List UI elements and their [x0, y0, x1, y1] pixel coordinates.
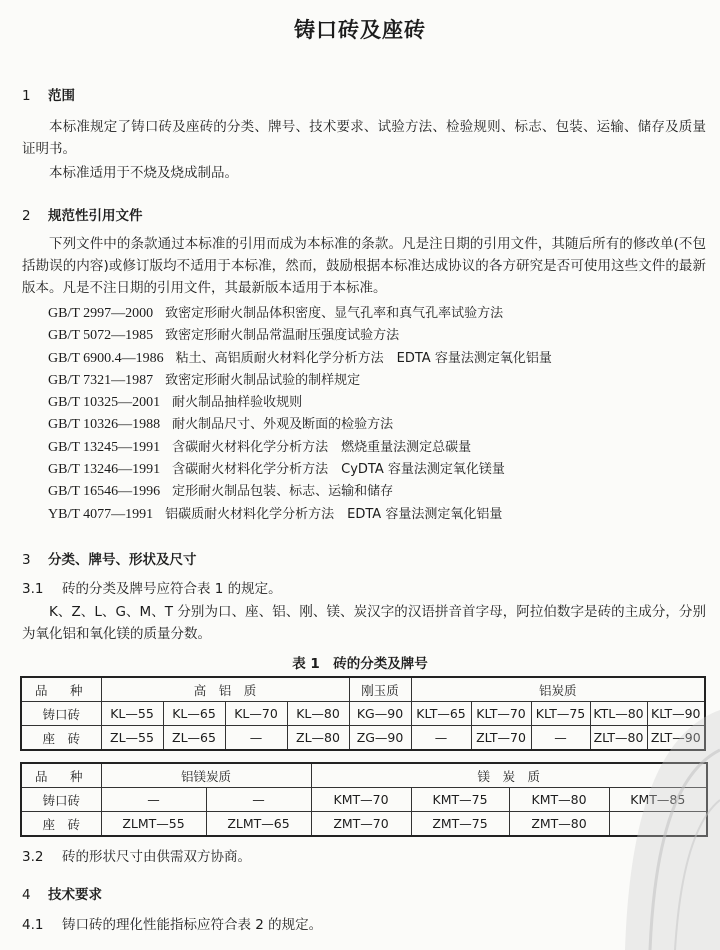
section-number: 1: [22, 88, 31, 104]
section-2-para-1: 下列文件中的条款通过本标准的引用而成为本标准的条款。凡是注日期的引用文件，其随后所有的修改单(不包括勘误的内容)或修订版均不适用于本标准，然而，鼓励根据本标准达成协议的各方研究是否可使用这些文件的最新版本。凡是不注日期的引用文件，其最新版本适用于本标准。: [22, 236, 706, 296]
reference-title: 含碳耐火材料化学分析方法 CyDTA 容量法测定氧化镁量: [172, 462, 505, 478]
table-header-row: [21, 677, 705, 702]
table-cell: KLT—75: [531, 702, 590, 726]
header-corundum: 刚玉质: [349, 677, 411, 702]
reference-code: GB/T 16546—1996: [48, 484, 161, 500]
table-1-lower: [20, 762, 708, 837]
table-1-caption: 表 1 砖的分类及牌号: [292, 656, 428, 672]
table-cell: [609, 812, 707, 837]
clause-3-2: [22, 846, 706, 868]
reference-item: [48, 348, 708, 370]
section-title: 分类、牌号、形状及尺寸: [48, 552, 197, 568]
table-cell: ZL—80: [287, 726, 349, 751]
table-cell: ZLT—70: [471, 726, 531, 751]
table-cell: KLT—65: [411, 702, 471, 726]
table-cell: KL—80: [287, 702, 349, 726]
clause-number: 3.2: [22, 849, 44, 865]
header-alumina-magnesia-carbon: 铝镁炭质: [101, 763, 311, 788]
reference-title: 铝碳质耐火材料化学分析方法 EDTA 容量法测定氧化铝量: [165, 506, 503, 522]
table-cell: KMT—80: [509, 788, 609, 812]
table-1-upper: [20, 676, 706, 751]
table-cell: ZMT—80: [509, 812, 609, 837]
table-cell: KLT—90: [647, 702, 705, 726]
reference-code: GB/T 6900.4—1986: [48, 350, 164, 366]
section-title: 技术要求: [48, 887, 102, 903]
reference-title: 耐火制品尺寸、外观及断面的检验方法: [172, 417, 394, 433]
row-label: 座 砖: [21, 812, 101, 837]
table-cell: KL—70: [225, 702, 287, 726]
reference-code: GB/T 7321—1987: [48, 372, 154, 388]
reference-title: 耐火制品抽样验收规则: [172, 395, 303, 411]
reference-item: [48, 370, 708, 392]
reference-code: GB/T 5072—1985: [48, 328, 154, 344]
reference-title: 定形耐火制品包装、标志、运输和储存: [172, 484, 394, 500]
header-variety: 品 种: [21, 763, 101, 788]
table-cell: —: [206, 788, 311, 812]
reference-code: GB/T 10325—2001: [48, 395, 161, 411]
table-cell: ZLMT—55: [101, 812, 206, 837]
table-cell: KL—55: [101, 702, 163, 726]
section-2-heading: [22, 204, 143, 224]
table-cell: ZMT—75: [411, 812, 509, 837]
reference-item: [48, 481, 708, 503]
section-number: 2: [22, 208, 31, 224]
section-1-heading: [22, 84, 75, 104]
reference-title: 致密定形耐火制品常温耐压强度试验方法: [165, 328, 400, 344]
header-magnesia-carbon: 镁 炭 质: [311, 763, 707, 788]
section-number: 3: [22, 552, 31, 568]
table-cell: KMT—85: [609, 788, 707, 812]
section-number: 4: [22, 887, 31, 903]
header-high-alumina: 高 铝 质: [101, 677, 349, 702]
table-header-row: [21, 763, 707, 788]
clause-text: 砖的形状尺寸由供需双方协商。: [62, 849, 251, 865]
section-title: 范围: [48, 88, 75, 104]
table-cell: —: [101, 788, 206, 812]
reference-code: GB/T 13246—1991: [48, 462, 161, 478]
reference-title: 致密定形耐火制品体积密度、显气孔率和真气孔率试验方法: [165, 306, 504, 321]
row-label: 铸口砖: [21, 702, 101, 726]
reference-title: 致密定形耐火制品试验的制样规定: [165, 372, 361, 388]
header-alumina-carbon: 铝炭质: [411, 677, 705, 702]
clause-number: 4.1: [22, 917, 44, 933]
table-cell: —: [411, 726, 471, 751]
reference-title: 粘土、高铝质耐火材料化学分析方法 EDTA 容量法测定氧化铝量: [175, 350, 552, 366]
section-4-heading: [22, 883, 102, 903]
reference-code: GB/T 2997—2000: [48, 306, 154, 321]
table-cell: ZMT—70: [311, 812, 411, 837]
reference-item: [48, 504, 708, 526]
table-row: [21, 812, 707, 837]
table-cell: —: [225, 726, 287, 751]
section-3-heading: [22, 548, 197, 568]
table-cell: ZL—55: [101, 726, 163, 751]
reference-title: 含碳耐火材料化学分析方法 燃烧重量法测定总碳量: [172, 439, 472, 455]
table-cell: KL—65: [163, 702, 225, 726]
table-cell: KLT—70: [471, 702, 531, 726]
table-row: [21, 788, 707, 812]
reference-list: [48, 303, 708, 526]
section-title: 规范性引用文件: [48, 208, 143, 224]
document-title: 铸口砖及座砖: [294, 18, 426, 42]
reference-code: GB/T 13245—1991: [48, 439, 161, 455]
clause-text: 铸口砖的理化性能指标应符合表 2 的规定。: [62, 917, 323, 933]
row-label: 座 砖: [21, 726, 101, 751]
table-cell: KMT—75: [411, 788, 509, 812]
reference-item: [48, 325, 708, 347]
table-cell: ZLT—80: [590, 726, 647, 751]
clause-3-1: [22, 578, 706, 600]
table-cell: KMT—70: [311, 788, 411, 812]
table-cell: KTL—80: [590, 702, 647, 726]
reference-item: [48, 303, 708, 325]
table-cell: ZLMT—65: [206, 812, 311, 837]
row-label: 铸口砖: [21, 788, 101, 812]
clause-3-1-para-2: K、Z、L、G、M、T 分别为口、座、铝、刚、镁、炭汉字的汉语拼音首字母，阿拉伯数字是砖的主成分，分别为氧化铝和氧化镁的质量分数。: [22, 604, 706, 642]
table-cell: ZG—90: [349, 726, 411, 751]
reference-code: GB/T 10326—1988: [48, 417, 161, 433]
reference-item: [48, 392, 708, 414]
table-row: [21, 726, 705, 751]
section-1-para-2: 本标准适用于不烧及烧成制品。: [49, 165, 238, 181]
reference-code: YB/T 4077—1991: [48, 506, 154, 522]
table-cell: —: [531, 726, 590, 751]
section-1-para-1: 本标准规定了铸口砖及座砖的分类、牌号、技术要求、试验方法、检验规则、标志、包装、运输、储存及质量证明书。: [22, 119, 706, 157]
reference-item: [48, 414, 708, 436]
reference-item: [48, 437, 708, 459]
reference-item: [48, 459, 708, 481]
clause-4-1: [22, 914, 706, 936]
header-variety: 品 种: [21, 677, 101, 702]
table-cell: ZLT—90: [647, 726, 705, 751]
table-cell: KG—90: [349, 702, 411, 726]
clause-text: 砖的分类及牌号应符合表 1 的规定。: [62, 581, 282, 597]
table-cell: ZL—65: [163, 726, 225, 751]
clause-number: 3.1: [22, 581, 44, 597]
table-row: [21, 702, 705, 726]
